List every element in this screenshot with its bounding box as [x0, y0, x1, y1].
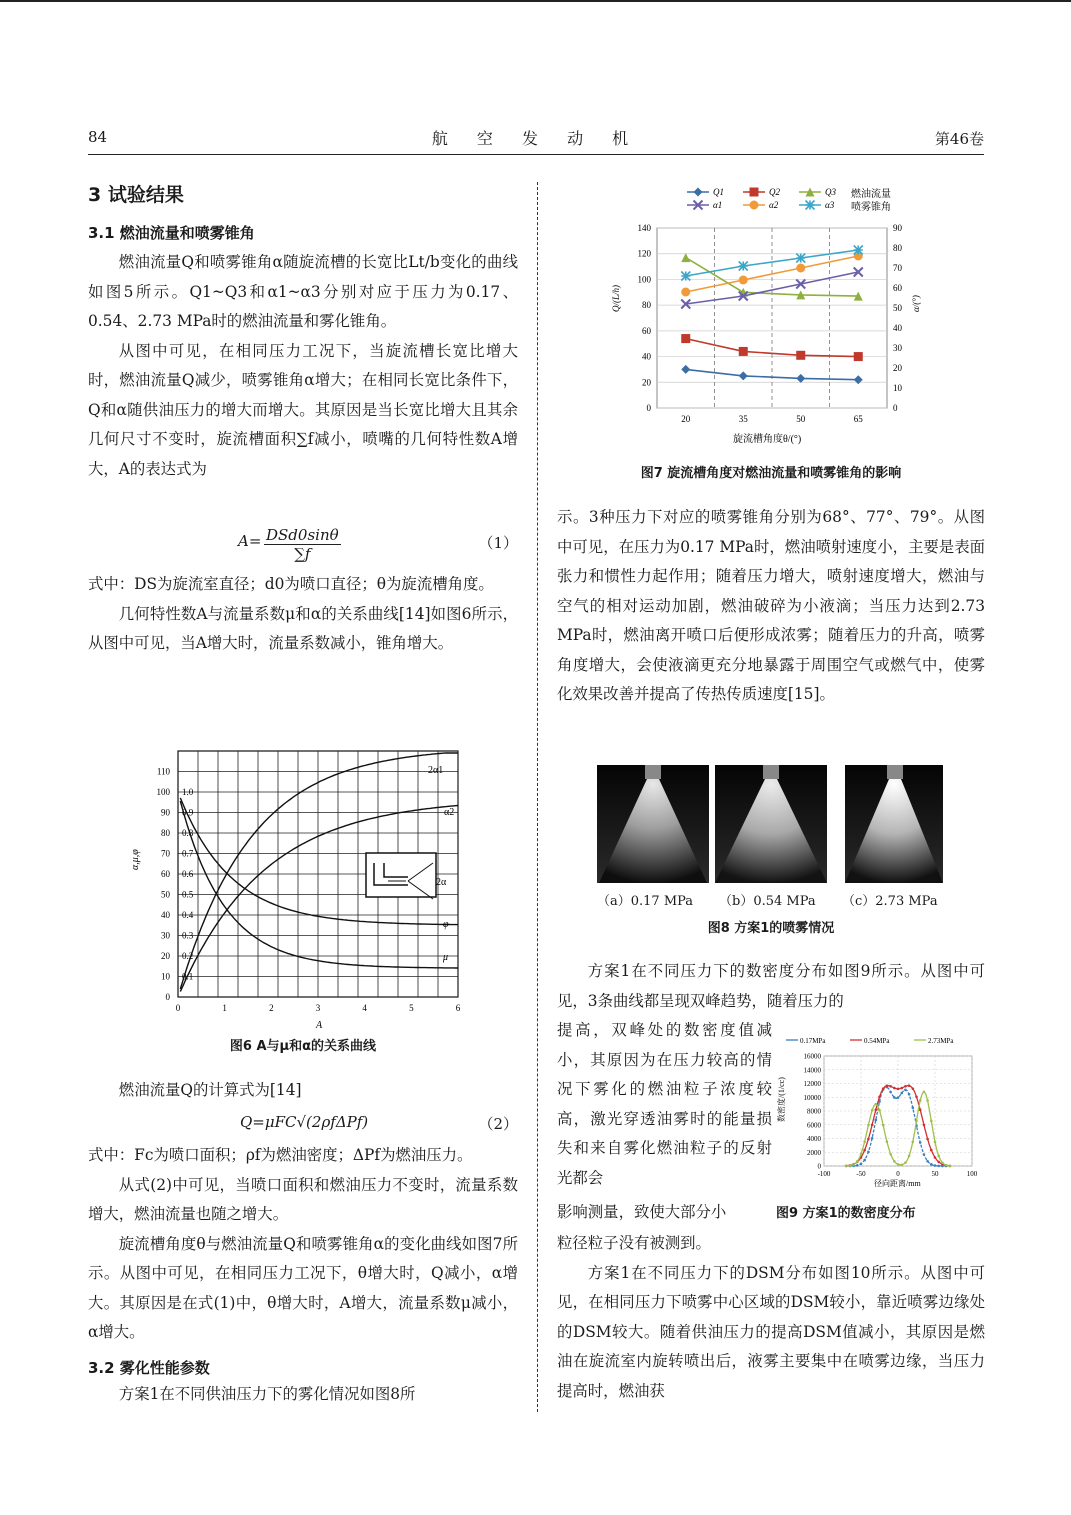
fig7-legend-name: Q2	[769, 187, 780, 197]
fig7-legend-angle: 喷雾锥角	[851, 202, 891, 213]
fig6-x-tick: 0	[175, 1003, 181, 1013]
fig9-point	[904, 1085, 907, 1088]
fig9-point	[863, 1149, 866, 1152]
fig9-y-tick: 0	[817, 1162, 821, 1171]
fig7-point-α3	[681, 272, 690, 281]
fig9-point	[867, 1124, 870, 1127]
fig9-y-tick: 4000	[807, 1135, 821, 1143]
fig9-point	[882, 1087, 885, 1090]
fig7-x-tick: 65	[853, 414, 863, 424]
fig9-point	[871, 1137, 874, 1140]
page-number: 84	[88, 128, 108, 146]
fig9-point	[926, 1138, 929, 1141]
fig9-point	[889, 1091, 892, 1094]
fig9-point	[849, 1164, 852, 1167]
paragraph: 几何特性数A与流量系数μ和α的关系曲线[14]如图6所示，从图中可见，当A增大时，流量系数减小，锥角增大。	[88, 604, 518, 652]
fig6-curve-a2	[180, 806, 458, 992]
fig8-label-a: （a）0.17 MPa	[597, 894, 694, 909]
fig7-left-tick: 140	[637, 223, 651, 233]
fig9-point	[937, 1161, 940, 1164]
journal-title: 航 空 发 动 机	[431, 129, 641, 148]
fig8-label-c: （c）2.73 MPa	[842, 894, 938, 909]
fig9-point	[889, 1085, 892, 1088]
fig6-inner-tick: 0.9	[182, 807, 194, 818]
fig9-grid	[804, 1053, 978, 1179]
fig7-right-tick: 30	[893, 343, 902, 353]
fig6-inner-tick: 0.7	[182, 848, 194, 859]
fig7-legend-name: α2	[769, 200, 779, 210]
section-heading: 3 试验结果	[88, 184, 184, 206]
fig9-y-tick: 14000	[803, 1066, 821, 1075]
fig9-x-tick: -100	[817, 1170, 831, 1178]
fig7-legend-marker	[694, 188, 703, 197]
volume-number: 第46卷	[934, 130, 984, 148]
fig9-point	[919, 1108, 922, 1111]
fig9-point	[908, 1093, 911, 1096]
fig7-left-tick: 60	[642, 325, 651, 336]
fig7-left-tick: 40	[642, 351, 651, 362]
fig9-y-tick: 2000	[807, 1148, 821, 1157]
figure-9	[776, 1030, 986, 1230]
fig9-point	[893, 1087, 896, 1090]
fig9-y-tick: 6000	[807, 1121, 821, 1130]
eq2-formula: Q=μFC√(2ρfΔPf)	[240, 1113, 369, 1131]
eq1-number: （1）	[478, 534, 518, 552]
fig7-xlabel: 旋流槽角度θ/(°)	[733, 434, 802, 445]
paragraph: 提高，双峰处的数密度值减小，其原因为在压力较高的情况下雾化的燃油粒子浓度较高，激光穿透油雾时的能量损失和来自雾化燃油粒子的反射光都会	[557, 1021, 772, 1187]
fig7-axes	[638, 223, 903, 424]
fig9-point	[930, 1149, 933, 1152]
fig7-legend	[687, 187, 836, 210]
fig7-right-tick: 50	[893, 303, 902, 313]
fig9-x-tick: 0	[896, 1170, 900, 1178]
fig9-point	[912, 1106, 915, 1109]
fig9-point	[912, 1087, 915, 1090]
fig9-point	[886, 1140, 889, 1143]
fig9-chart	[776, 1030, 984, 1190]
fig9-point	[915, 1120, 918, 1123]
fig7-point-Q1	[681, 365, 690, 374]
fig9-point	[860, 1153, 863, 1156]
fig7-x-tick: 20	[681, 414, 691, 424]
fig9-legend-label: 2.73MPa	[928, 1037, 954, 1045]
fig6-inner-tick: 1.0	[182, 787, 194, 797]
fig9-x-tick: 50	[931, 1170, 939, 1178]
fig9-point	[867, 1151, 870, 1154]
fig7-left-tick: 100	[637, 274, 651, 285]
fig7-left-tick: 0	[646, 403, 651, 413]
fig9-point	[934, 1164, 937, 1167]
fig8-label-b: （b）0.54 MPa	[719, 894, 816, 909]
fig6-ylabel: α,μ,φ	[130, 849, 141, 870]
fig7-right-tick: 40	[893, 323, 902, 333]
fig9-point	[904, 1161, 907, 1164]
equation-2	[88, 1110, 518, 1140]
fig6-left-tick: 30	[161, 930, 170, 941]
paragraph: 从式(2)中可见，当喷口面积和燃油压力不变时，流量系数增大，燃油流量也随之增大。	[88, 1175, 518, 1223]
fig7-right-tick: 0	[893, 403, 898, 413]
fig7-right-tick: 10	[893, 383, 902, 393]
fig7-left-tick: 20	[642, 377, 651, 388]
fig9-point	[897, 1163, 900, 1166]
fig9-point	[930, 1163, 933, 1166]
fig7-left-tick: 120	[637, 248, 651, 259]
fig6-caption: 图6 A与μ和α的关系曲线	[229, 1039, 377, 1054]
paragraph: 方案1在不同压力下的DSM分布如图10所示。从图中可见，在相同压力下喷雾中心区域的DSM较小，靠近喷雾边缘处的DSM较大。随着供油压力的提高DSM值减小，其原因是燃油在旋流室内旋转喷出后，液雾主要集中在喷雾边缘，当压力提高时，燃油获	[557, 1263, 985, 1400]
fig7-point-α2	[796, 264, 805, 273]
fig7-right-tick: 60	[893, 283, 902, 293]
fig9-x-tick: 100	[966, 1170, 978, 1178]
fig7-point-Q1	[796, 374, 805, 383]
fig6-left-tick: 0	[165, 992, 170, 1002]
fig7-right-tick: 90	[893, 223, 902, 233]
fig6-label-mu: μ	[443, 952, 449, 963]
paragraph: 粒径粒子没有被测到。	[557, 1234, 711, 1252]
fig9-point	[897, 1088, 900, 1091]
fig7-point-α2	[681, 288, 690, 297]
fig9-point	[919, 1141, 922, 1144]
eq2-number: （2）	[478, 1115, 518, 1133]
fig9-point	[926, 1160, 929, 1163]
fig6-left-tick: 90	[161, 807, 170, 818]
fig9-ylabel: 数密度/(1/cc)	[777, 1077, 786, 1122]
fig9-point	[875, 1119, 878, 1122]
fig9-y-tick: 12000	[803, 1080, 821, 1088]
fig9-legend-label: 0.54MPa	[864, 1037, 890, 1045]
fig7-point-Q2	[854, 352, 863, 361]
fig7-legend-name: α1	[713, 200, 723, 210]
fig7-point-Q2	[681, 334, 690, 343]
paragraph: 旋流槽角度θ与燃油流量Q和喷雾锥角α的变化曲线如图7所示。从图中可见，在相同压力工况下，θ增大时，Q减小，α增大。其原因是在式(1)中，θ增大时，A增大，流量系数μ减小，α增大。	[88, 1234, 518, 1341]
fig7-point-α2	[739, 276, 748, 285]
fig7-left-tick: 80	[642, 300, 651, 311]
fig6-left-tick: 80	[161, 828, 170, 838]
fig7-point-Q2	[739, 347, 748, 356]
fig9-point	[915, 1096, 918, 1099]
spray-image-c	[845, 765, 943, 883]
fig9-point	[875, 1103, 878, 1106]
fig7-right-tick: 80	[893, 243, 902, 253]
fig6-left-tick: 60	[161, 869, 170, 879]
paragraph: 从图中可见，在相同压力工况下，当旋流槽长宽比增大时，燃油流量Q减少，喷雾锥角α增大；在相同长宽比条件下，Q和α随供油压力的增大而增大。其原因是当长宽比增大且其余几何尺寸不变时，旋流槽面积∑f减小，喷嘴的几何特性数A增大，A的表达式为	[88, 341, 518, 478]
fig6-left-tick: 10	[161, 971, 170, 982]
fig9-y-tick: 8000	[807, 1107, 821, 1116]
fig7-x-tick: 50	[796, 414, 806, 424]
fig9-point	[941, 1161, 944, 1164]
fig7-legend-marker	[750, 201, 759, 210]
fig6-inner-tick: 0.8	[182, 828, 194, 838]
fig6-chart	[88, 745, 518, 1035]
fig9-point	[912, 1141, 915, 1144]
page-header	[88, 126, 984, 155]
fig6-xlabel: A	[316, 1020, 323, 1031]
spray-image-b	[715, 765, 827, 883]
fig9-legend-label: 0.17MPa	[800, 1037, 826, 1045]
fig9-point	[930, 1120, 933, 1123]
fig9-point	[908, 1155, 911, 1158]
fig6-label-a1: 2α1	[428, 765, 444, 776]
fig8-caption: 图8 方案1的喷雾情况	[707, 921, 835, 936]
fig9-point	[945, 1164, 948, 1167]
fig7-caption: 图7 旋流槽角度对燃油流量和喷雾锥角的影响	[640, 466, 902, 481]
fig9-point	[871, 1124, 874, 1127]
fig9-point	[926, 1099, 929, 1102]
fig6-x-tick: 3	[315, 1003, 321, 1013]
fig9-y-tick: 16000	[803, 1052, 821, 1061]
paragraph: 式中：Fc为喷口面积；ρf为燃油密度；ΔPf为燃油压力。	[88, 1146, 473, 1164]
fig9-y-tick: 10000	[803, 1093, 821, 1102]
fig6-inner-tick: 0.4	[182, 910, 194, 920]
fig9-point	[934, 1156, 937, 1159]
fig9-point	[893, 1096, 896, 1099]
fig8-images	[557, 762, 985, 884]
fig7-point-Q3	[681, 253, 690, 262]
fig9-point	[871, 1109, 874, 1112]
fig9-point	[863, 1159, 866, 1162]
fig6-inset-nozzle	[366, 853, 436, 899]
fig9-point	[878, 1096, 881, 1099]
fig6-x-tick: 6	[455, 1003, 461, 1013]
fig9-point	[934, 1141, 937, 1144]
fig9-point	[949, 1165, 952, 1168]
fig7-chart	[557, 180, 985, 450]
eq1-lhs: A=	[238, 532, 262, 550]
fig6-left-tick: 70	[161, 848, 170, 859]
fig7-legend-flow: 燃油流量	[851, 189, 891, 200]
fig9-point	[893, 1160, 896, 1163]
left-column	[88, 180, 518, 207]
fig9-point	[900, 1163, 903, 1166]
fig7-point-Q1	[854, 375, 863, 384]
fig9-xlabel: 径向距离/mm	[874, 1179, 921, 1188]
fig7-point-Q1	[739, 371, 748, 380]
column-divider	[537, 182, 538, 1412]
paragraph: 影响测量，致使大部分小	[557, 1203, 727, 1221]
fig6-x-tick: 1	[222, 1003, 227, 1013]
fig6-inset-label: 2α	[436, 877, 447, 888]
fig6-x-tick: 4	[362, 1003, 367, 1013]
fig7-point-Q2	[796, 351, 805, 360]
fig6-left-tick: 20	[161, 951, 170, 961]
figure-6	[88, 745, 518, 1055]
fig7-legend-name: Q3	[825, 187, 836, 197]
fig9-point	[856, 1160, 859, 1163]
fig9-point	[900, 1092, 903, 1095]
fig7-legend-marker	[806, 201, 815, 210]
fig7-ylabel-right: α/(°)	[911, 295, 921, 312]
fig7-x-tick: 35	[738, 414, 748, 424]
fig7-plot-frame	[657, 228, 887, 408]
fig7-grid	[657, 228, 887, 408]
fig9-point	[900, 1087, 903, 1090]
fig7-point-α3	[739, 262, 748, 271]
eq1-denominator: ∑f	[294, 545, 311, 563]
fig7-legend-name: α3	[825, 200, 835, 210]
fig7-right-tick: 70	[893, 263, 902, 273]
fig9-point	[889, 1153, 892, 1156]
fig9-point	[897, 1096, 900, 1099]
fig9-point	[875, 1108, 878, 1111]
paragraph: 方案1在不同供油压力下的雾化情况如图8所	[118, 1385, 416, 1403]
fig9-point	[886, 1084, 889, 1087]
fig9-point	[863, 1140, 866, 1143]
fig6-x-tick: 5	[409, 1003, 414, 1013]
paragraph: 方案1在不同压力下的数密度分布如图9所示。从图中可见，3条曲线都呈现双峰趋势，随着压力的	[557, 962, 985, 1010]
fig9-x-tick: -50	[856, 1170, 866, 1178]
subsection-heading-31-wrap	[88, 222, 518, 243]
figure-8	[557, 762, 985, 942]
fig9-point	[908, 1084, 911, 1087]
fig6-inner-tick: 0.3	[182, 930, 194, 941]
fig7-ylabel-left: Q/(L/h)	[611, 285, 621, 312]
fig7-legend-marker	[750, 188, 759, 197]
fig9-point	[904, 1089, 907, 1092]
paragraph: 燃油流量Q和喷雾锥角α随旋流槽的长宽比Lt/b变化的曲线如图5所示。Q1~Q3和α1~α3分别对应于压力为0.17、0.54、2.73 MPa时的燃油流量和雾化锥角。	[88, 253, 518, 330]
fig9-legend	[786, 1037, 954, 1045]
fig7-point-α3	[796, 254, 805, 263]
fig9-point	[919, 1099, 922, 1102]
fig7-point-α3	[854, 246, 863, 255]
fig9-point	[860, 1163, 863, 1166]
fig9-point	[937, 1155, 940, 1158]
fig7-legend-name: Q1	[713, 187, 724, 197]
equation-1	[88, 526, 518, 570]
figure-7	[557, 180, 985, 480]
fig9-caption: 图9 方案1的数密度分布	[776, 1206, 916, 1221]
fig6-left-tick: 100	[156, 787, 170, 797]
top-rule	[0, 0, 1071, 2]
fig9-point	[856, 1164, 859, 1167]
fig6-label-phi: φ	[443, 919, 449, 930]
fig6-label-a2: α2	[444, 807, 455, 818]
fig9-point	[882, 1124, 885, 1127]
fig9-point	[923, 1090, 926, 1093]
fig9-point	[878, 1109, 881, 1112]
paragraph: 示。3种压力下对应的喷雾锥角分别为68°、77°、79°。从图中可见，在压力为0.17 MPa时，燃油喷射速度小，主要是表面张力和惯性力起作用；随着压力增大，喷射速度增大，燃油与空气的相对运动加剧，燃油破碎为小液滴；当压力达到2.73 MPa时，燃油离开喷口后便形成浓雾；随着压力的升高，喷雾角度增大，会使液滴更充分地暴露于周围空气或燃气中，使雾化效果改善并提高了传热传质速度[15]。	[557, 508, 985, 703]
fig6-left-tick: 50	[161, 889, 170, 900]
fig9-point	[845, 1165, 848, 1168]
fig7-right-tick: 20	[893, 363, 902, 373]
fig9-point	[937, 1165, 940, 1168]
subsection-heading: 3.1 燃油流量和喷雾锥角	[88, 224, 255, 242]
fig9-point	[923, 1153, 926, 1156]
fig6-left-tick: 110	[156, 766, 170, 777]
fig6-inner-tick: 0.6	[182, 869, 194, 879]
fig9-point	[923, 1124, 926, 1127]
fig6-inner-tick: 0.2	[182, 951, 194, 961]
eq1-numerator: DSd0sinθ	[266, 526, 339, 544]
fig6-left-tick: 40	[161, 910, 170, 920]
fig6-x-tick: 2	[269, 1003, 274, 1013]
paragraph: 燃油流量Q的计算式为[14]	[118, 1081, 302, 1099]
fig6-inner-tick: 0.1	[182, 971, 194, 982]
fig9-point	[852, 1163, 855, 1166]
subsection-heading: 3.2 雾化性能参数	[88, 1359, 210, 1377]
fig6-inner-tick: 0.5	[182, 889, 194, 900]
paragraph: 式中：DS为旋流室直径；d0为喷口直径；θ为旋流槽角度。	[88, 575, 494, 593]
spray-image-a	[597, 765, 709, 883]
fig9-point	[867, 1138, 870, 1141]
